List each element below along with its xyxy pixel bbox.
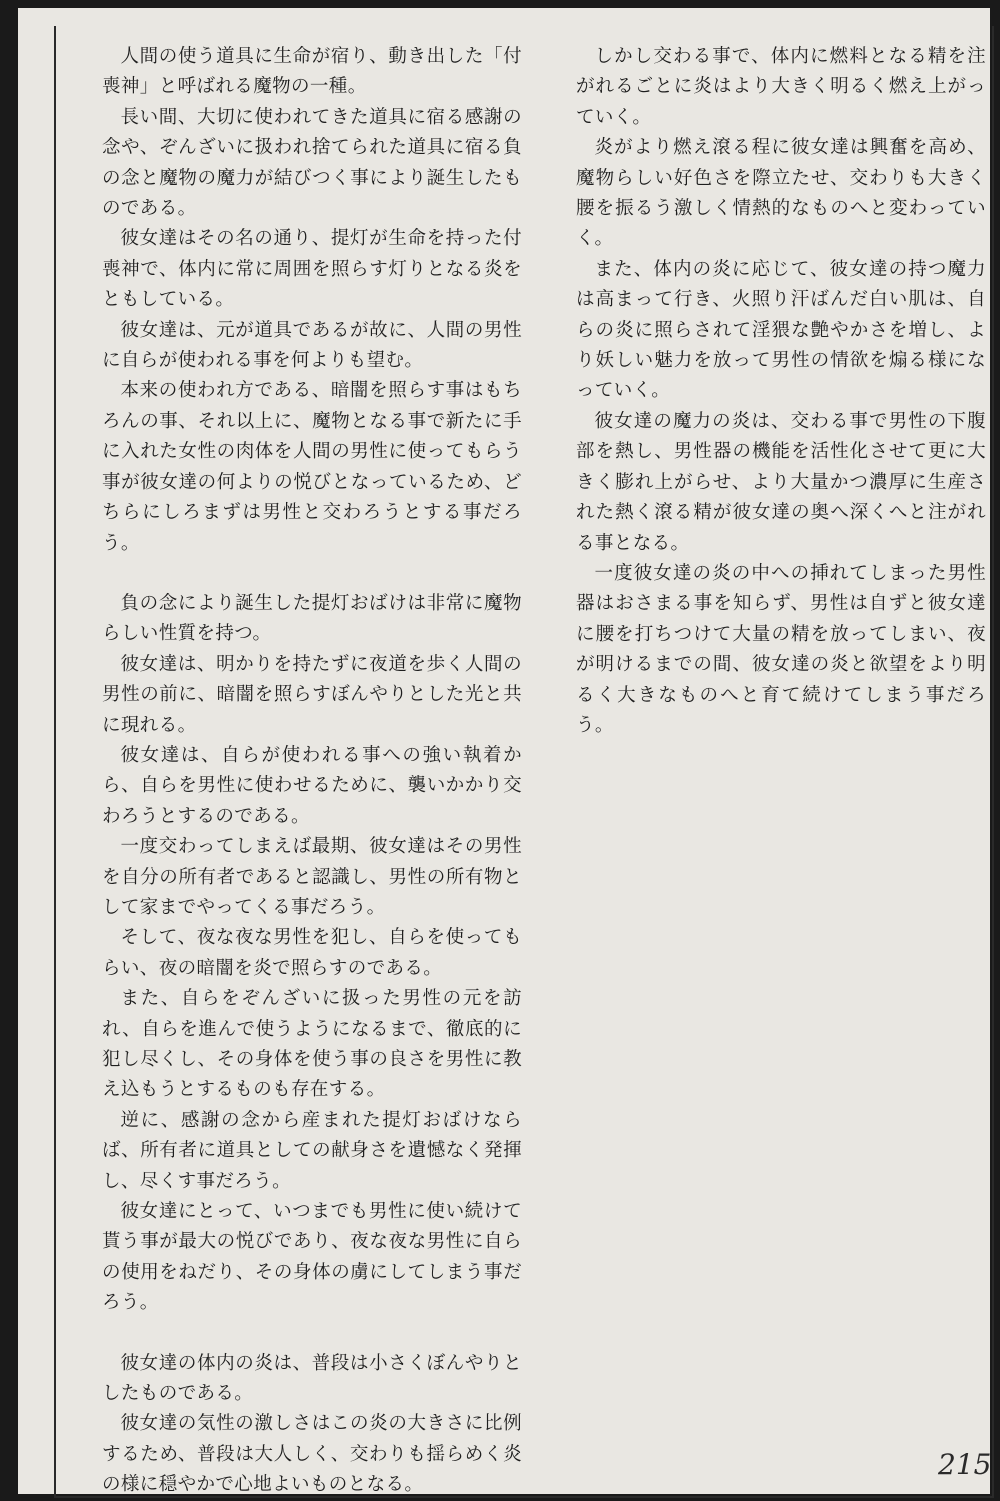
paragraph: 彼女達にとって、いつまでも男性に使い続けて貰う事が最大の悦びであり、夜な夜な男性に自らの使用をねだり、その身体の虜にしてしまう事だろう。 bbox=[102, 1201, 522, 1314]
paragraph: 本来の使われ方である、暗闇を照らす事はもちろんの事、それ以上に、魔物となる事で新たに手に入れた女性の肉体を人間の男性に使ってもらう事が彼女達の何よりの悦びとなっているため、どちらにしろまずは男性と交わろうとする事だろう。 bbox=[102, 380, 522, 554]
paragraph: 彼女達は、明かりを持たずに夜道を歩く人間の男性の前に、暗闇を照らすぼんやりとした光と共に現れる。 bbox=[102, 653, 522, 736]
page bbox=[18, 8, 990, 1494]
paragraph: 彼女達は、元が道具であるが故に、人間の男性に自らが使われる事を何よりも望む。 bbox=[102, 319, 522, 372]
page-number: 215 bbox=[938, 1448, 992, 1481]
right-column bbox=[576, 42, 986, 741]
paragraph: また、自らをぞんざいに扱った男性の元を訪れ、自らを進んで使うようになるまで、徹底的に犯し尽くし、その身体を使う事の良さを男性に教え込もうとするものも存在する。 bbox=[102, 988, 522, 1101]
paragraph: 逆に、感謝の念から産まれた提灯おばけならば、所有者に道具としての献身さを遺憾なく発揮し、尽くす事だろう。 bbox=[102, 1109, 522, 1192]
paragraph: 負の念により誕生した提灯おばけは非常に魔物らしい性質を持つ。 bbox=[102, 592, 522, 645]
paragraph: また、体内の炎に応じて、彼女達の持つ魔力は高まって行き、火照り汗ばんだ白い肌は、自らの炎に照らされて淫猥な艶やかさを増し、より妖しい魅力を放って男性の情欲を煽る様になっていく。 bbox=[576, 258, 986, 402]
paragraph: 彼女達はその名の通り、提灯が生命を持った付喪神で、体内に常に周囲を照らす灯りとなる炎をともしている。 bbox=[102, 228, 522, 311]
paragraph: そして、夜な夜な男性を犯し、自らを使ってもらい、夜の暗闇を炎で照らすのである。 bbox=[102, 927, 522, 979]
section-gap bbox=[102, 1319, 522, 1349]
paragraph: 長い間、大切に使われてきた道具に宿る感謝の念や、ぞんざいに扱われ捨てられた道具に宿る負の念と魔物の魔力が結びつく事により誕生したものである。 bbox=[102, 106, 522, 220]
paragraph: 人間の使う道具に生命が宿り、動き出した「付喪神」と呼ばれる魔物の一種。 bbox=[102, 46, 522, 98]
paragraph: 炎がより燃え滾る程に彼女達は興奮を高め、魔物らしい好色さを際立たせ、交わりも大きく腰を振るう激しく情熱的なものへと変わっていく。 bbox=[576, 137, 986, 250]
paragraph: 一度交わってしまえば最期、彼女達はその男性を自分の所有者であると認識し、男性の所有物として家までやってくる事だろう。 bbox=[102, 836, 522, 918]
paragraph: 彼女達は、自らが使われる事への強い執着から、自らを男性に使わせるために、襲いかかり交わろうとするのである。 bbox=[102, 744, 522, 827]
paragraph: しかし交わる事で、体内に燃料となる精を注がれるごとに炎はより大きく明るく燃え上がっていく。 bbox=[576, 46, 986, 128]
paragraph: 彼女達の気性の激しさはこの炎の大きさに比例するため、普段は大人しく、交わりも揺らめく炎の様に穏やかで心地よいものとなる。 bbox=[102, 1413, 522, 1496]
section-gap bbox=[102, 559, 522, 589]
paragraph: 彼女達の魔力の炎は、交わる事で男性の下腹部を熱し、男性器の機能を活性化させて更に大きく膨れ上がらせ、より大量かつ濃厚に生産された熱く滾る精が彼女達の奥へ深くへと注がれる事となる。 bbox=[576, 410, 986, 554]
paragraph: 一度彼女達の炎の中への挿れてしまった男性器はおさまる事を知らず、男性は自ずと彼女達に腰を打ちつけて大量の精を放ってしまい、夜が明けるまでの間、彼女達の炎と欲望をより明るく大きなものへと育て続けてしまう事だろう。 bbox=[576, 562, 986, 736]
paragraph: 彼女達の体内の炎は、普段は小さくぼんやりとしたものである。 bbox=[102, 1352, 522, 1405]
left-column bbox=[102, 42, 522, 1501]
